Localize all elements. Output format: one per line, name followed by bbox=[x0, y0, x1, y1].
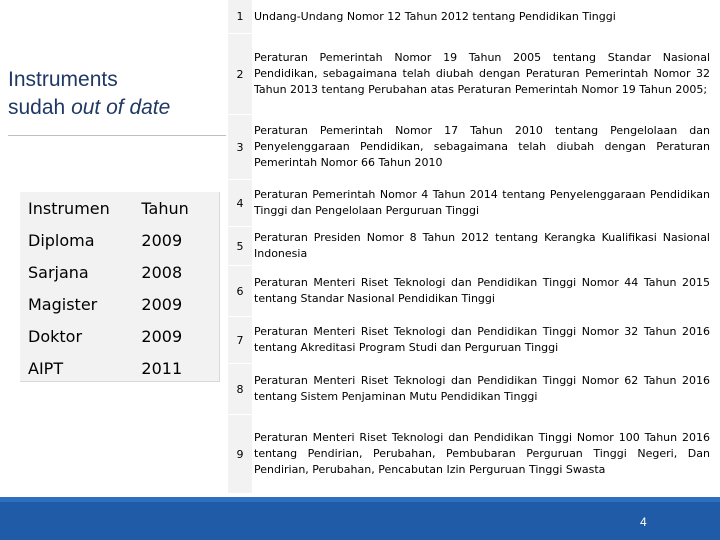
cell-tahun: 2011 bbox=[141, 358, 183, 378]
regulation-number: 6 bbox=[236, 284, 244, 298]
table-row bbox=[20, 224, 219, 256]
regulation-text: Peraturan Pemerintah Nomor 17 Tahun 2010 tentang Pengelolaan dan Penyelenggaraan Pendidikan, sebagaimana telah diubah dengan Peraturan Pemerintah Nomor 66 Tahun 2010 bbox=[252, 115, 714, 179]
title-line-1: Instruments bbox=[8, 68, 118, 91]
regulation-number: 1 bbox=[236, 10, 244, 23]
regulation-row bbox=[228, 0, 714, 33]
regulation-text: Peraturan Pemerintah Nomor 4 Tahun 2014 tentang Penyelenggaraan Pendidikan Tinggi dan Pengelolaan Perguruan Tinggi bbox=[252, 180, 714, 226]
table-row bbox=[20, 352, 219, 384]
regulation-number: 7 bbox=[236, 333, 244, 347]
regulation-text: Peraturan Menteri Riset Teknologi dan Pendidikan Tinggi Nomor 62 Tahun 2016 tentang Sistem Penjaminan Mutu Pendidikan Tinggi bbox=[252, 364, 714, 414]
page-number: 4 bbox=[640, 515, 647, 529]
header-instrumen: Instrumen bbox=[28, 198, 110, 218]
cell-instrumen: Doktor bbox=[28, 326, 83, 346]
cell-instrumen: Magister bbox=[28, 294, 98, 314]
regulation-number: 8 bbox=[236, 382, 244, 396]
cell-tahun: 2009 bbox=[141, 326, 183, 346]
regulation-number: 4 bbox=[236, 196, 244, 210]
cell-tahun: 2009 bbox=[141, 230, 183, 250]
regulation-row bbox=[228, 180, 714, 226]
footer-accent-strip bbox=[0, 497, 720, 502]
cell-instrumen: AIPT bbox=[28, 358, 64, 378]
title-line-2-italic: out of date bbox=[71, 96, 171, 119]
regulation-number: 3 bbox=[236, 140, 244, 154]
regulation-row bbox=[228, 115, 714, 179]
header-tahun: Tahun bbox=[141, 198, 189, 218]
table-row bbox=[20, 256, 219, 288]
cell-instrumen: Diploma bbox=[28, 230, 95, 250]
regulation-number: 2 bbox=[236, 67, 244, 81]
regulation-text: Peraturan Menteri Riset Teknologi dan Pendidikan Tinggi Nomor 100 Tahun 2016 tentang Pendirian, Perubahan, Pembubaran Perguruan Tinggi Negeri, Dan Pendirian, Perubahan, Pencabutan Izin Perguruan Tinggi Swasta bbox=[252, 415, 714, 493]
footer-bar bbox=[0, 497, 720, 540]
cell-tahun: 2008 bbox=[141, 262, 183, 282]
table-header-row bbox=[20, 192, 219, 224]
regulation-text: Undang-Undang Nomor 12 Tahun 2012 tentang Pendidikan Tinggi bbox=[252, 0, 714, 33]
title-divider bbox=[8, 135, 226, 136]
regulation-number: 5 bbox=[236, 239, 244, 253]
regulation-number: 9 bbox=[236, 447, 244, 461]
cell-instrumen: Sarjana bbox=[28, 262, 89, 282]
regulation-row bbox=[228, 415, 714, 493]
instruments-table bbox=[20, 192, 220, 382]
cell-tahun: 2009 bbox=[141, 294, 183, 314]
regulation-text: Peraturan Menteri Riset Teknologi dan Pendidikan Tinggi Nomor 32 Tahun 2016 tentang Akreditasi Program Studi dan Perguruan Tinggi bbox=[252, 317, 714, 363]
regulation-text: Peraturan Pemerintah Nomor 19 Tahun 2005 tentang Standar Nasional Pendidikan, sebagaimana telah diubah dengan Peraturan Pemerintah Nomor 32 Tahun 2013 tentang Perubahan atas Peraturan Pemerintah Nomor 19 Tahun 2005; bbox=[252, 34, 714, 114]
regulation-row bbox=[228, 317, 714, 363]
regulation-text: Peraturan Menteri Riset Teknologi dan Pendidikan Tinggi Nomor 44 Tahun 2015 tentang Standar Nasional Pendidikan Tinggi bbox=[252, 266, 714, 316]
title-line-2 bbox=[8, 94, 223, 122]
table-row bbox=[20, 320, 219, 352]
regulation-row bbox=[228, 266, 714, 316]
regulation-row bbox=[228, 364, 714, 414]
regulation-text: Peraturan Presiden Nomor 8 Tahun 2012 tentang Kerangka Kualifikasi Nasional Indonesia bbox=[252, 227, 714, 265]
regulation-row bbox=[228, 34, 714, 114]
title-line-2-prefix: sudah bbox=[8, 96, 72, 119]
regulation-row bbox=[228, 227, 714, 265]
table-row bbox=[20, 288, 219, 320]
slide-title bbox=[8, 66, 223, 122]
